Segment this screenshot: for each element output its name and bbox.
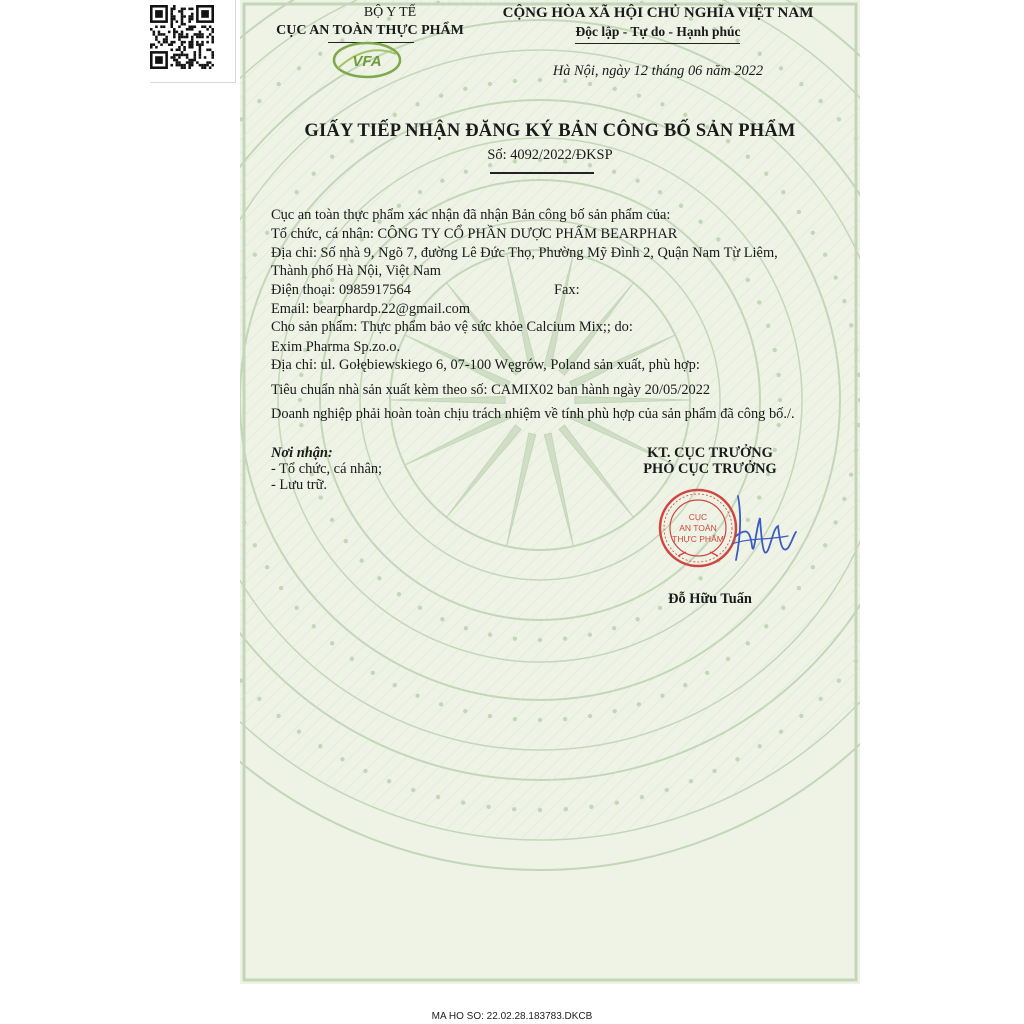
motto-underline [575, 43, 740, 44]
document-title: GIẤY TIẾP NHẬN ĐĂNG KÝ BẢN CÔNG BỐ SẢN PHẨM [304, 121, 796, 141]
address-line-1: Địa chỉ: Số nhà 9, Ngõ 7, đường Lê Đức Thọ, Phường Mỹ Đình 2, Quận Nam Từ Liêm, [271, 245, 778, 261]
ministry-name: BỘ Y TẾ [363, 5, 417, 20]
address-line-2: Thành phố Hà Nội, Việt Nam [271, 263, 441, 279]
recipient-item: - Tổ chức, cá nhân; [271, 461, 383, 477]
stamp-text-line: THỰC PHẨM [672, 534, 724, 544]
handwritten-signature [728, 488, 800, 566]
signer-title: KT. CỤC TRƯỞNG [647, 445, 773, 461]
nation-motto: Độc lập - Tự do - Hạnh phúc [575, 24, 741, 39]
stamp-text-line: AN TOÀN [679, 523, 717, 533]
phone-line: Điện thoại: 0985917564 [271, 282, 411, 298]
agency-name: CỤC AN TOÀN THỰC PHẨM [276, 23, 464, 38]
document-number: Số: 4092/2022/ĐKSP [487, 147, 613, 163]
recipients-heading: Nơi nhận: [271, 445, 333, 461]
recipient-item: - Lưu trữ. [271, 477, 327, 493]
manufacturer-address-line: Địa chỉ: ul. Gołębiewskiego 6, 07-100 Węgrów, Poland sản xuất, phù hợp: [271, 357, 700, 373]
record-code: MA HO SO: 22.02.28.183783.DKCB [431, 1011, 593, 1022]
vfa-logo-text: VFA [352, 53, 382, 70]
vfa-logo [330, 40, 404, 80]
fax-line: Fax: [554, 282, 580, 298]
standard-line: Tiêu chuẩn nhà sản xuất kèm theo số: CAMIX02 ban hành ngày 20/05/2022 [271, 382, 711, 398]
title-underline [490, 172, 594, 174]
email-line: Email: bearphardp.22@gmail.com [271, 301, 471, 317]
signer-name: Đỗ Hữu Tuấn [668, 591, 752, 607]
qr-divider [235, 0, 236, 82]
product-line: Cho sản phẩm: Thực phẩm bảo vệ sức khỏe Calcium Mix;; do: [271, 319, 633, 335]
intro-text: Cục an toàn thực phẩm xác nhận đã nhận Bản công bố sản phẩm của: [271, 207, 671, 223]
organization-line: Tổ chức, cá nhân: CÔNG TY CỔ PHẦN DƯỢC PHẨM BEARPHAR [271, 226, 678, 242]
stamp-text-line: CỤC [688, 512, 708, 522]
responsibility-line: Doanh nghiệp phải hoàn toàn chịu trách nhiệm về tính phù hợp của sản phẩm đã công bố./. [271, 406, 795, 422]
issue-date: Hà Nội, ngày 12 tháng 06 năm 2022 [552, 63, 764, 79]
qr-divider [150, 82, 236, 83]
certificate-document [240, 0, 860, 984]
signer-subtitle: PHÓ CỤC TRƯỞNG [643, 461, 777, 477]
nation-title: CỘNG HÒA XÃ HỘI CHỦ NGHĨA VIỆT NAM [502, 5, 814, 21]
manufacturer-line: Exim Pharma Sp.zo.o. [271, 339, 401, 355]
qr-code [150, 5, 214, 69]
